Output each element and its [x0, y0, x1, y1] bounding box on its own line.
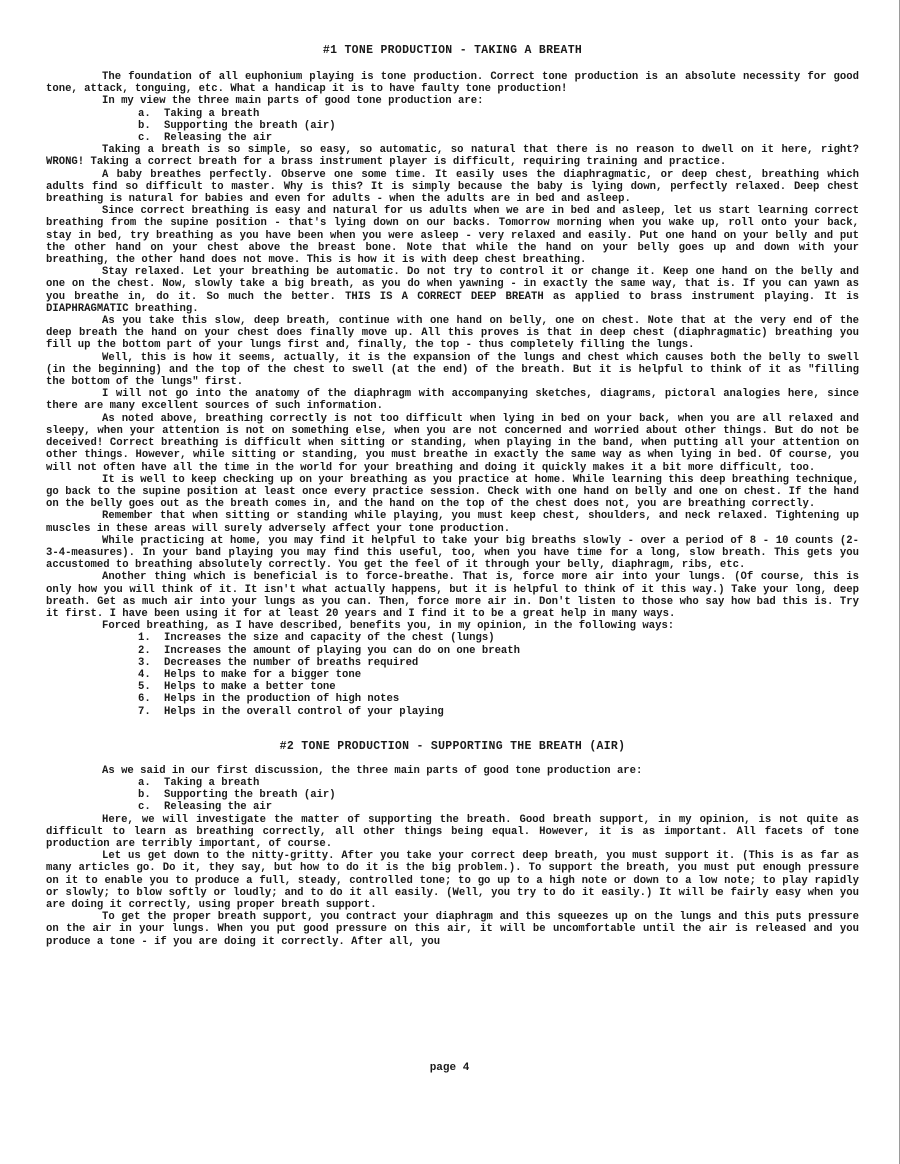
benefits-list: [46, 632, 859, 717]
paragraph: While practicing at home, you may find it helpful to take your big breaths slowly - over a period of 8 - 10 counts (2-3-4-measures). In your band playing you may find this useful, too, when you have time for a long, slow breath. This gets you accustomed to breathing absolutely correctly. You get the feel of it through your belly, diaphragm, ribs, etc.: [46, 534, 859, 572]
list-item: 1. Increases the size and capacity of the chest (lungs): [138, 632, 495, 645]
list-item: b. Supporting the breath (air): [138, 119, 336, 132]
paragraph: To get the proper breath support, you contract your diaphragm and this squeezes up on the lungs and this puts pressure on the air in your lungs. When you put good pressure on this air, it will be uncomfortable until the air is released and you produce a tone - if you are doing it correctly. After all, you: [46, 911, 859, 948]
paragraph: As we said in our first discussion, the three main parts of good tone production are:: [102, 764, 643, 777]
list-item: 3. Decreases the number of breaths required: [138, 656, 419, 669]
list-item: c. Releasing the air: [138, 132, 273, 145]
paragraph: I will not go into the anatomy of the diaphragm with accompanying sketches, diagrams, pictoral analogies here, since there are many excellent sources of such information.: [46, 388, 859, 413]
paragraph: Taking a breath is so simple, so easy, so automatic, so natural that there is no reason to dwell on it here, right? WRONG! Taking a correct breath for a brass instrument player is difficult, requiring training and practice.: [46, 144, 859, 169]
paragraph: As noted above, breathing correctly is not too difficult when lying in bed on your back, when you are all relaxed and sleepy, when your attention is not on something else, when you are not concerned and worried about other things. But do not be deceived! Correct breathing is difficult when sitting or standing, when playing in the band, when putting all your attention on other things. However, while sitting or standing, you must breathe in exactly the same way as when lying in bed. Of course, you will not often have all the time in the world for your breathing and doing it quickly makes it a bit more difficult, too.: [46, 412, 859, 474]
paragraph: Stay relaxed. Let your breathing be automatic. Do not try to control it or change it. Keep one hand on the belly and one on the chest. Now, slowly take a big breath, as you do when yawning - in exactly the same way, that is. If you can yawn as you breathe in, do it. So much the better. THIS IS A CORRECT DEEP BREATH as applied to brass instrument playing. It is DIAPHRAGMATIC breathing.: [46, 266, 859, 315]
tone-parts-list: [46, 777, 859, 814]
list-item: c. Releasing the air: [138, 801, 273, 814]
list-item: 7. Helps in the overall control of your playing: [138, 705, 444, 718]
list-item: a. Taking a breath: [138, 107, 260, 120]
tone-parts-list: [46, 108, 859, 145]
section-2-title: #2 TONE PRODUCTION - SUPPORTING THE BREATH (AIR): [279, 739, 626, 753]
list-item: 2. Increases the amount of playing you can do on one breath: [138, 644, 521, 657]
paragraph: Well, this is how it seems, actually, it is the expansion of the lungs and chest which causes both the belly to swell (in the beginning) and the top of the chest to swell (at the end) of the breath. But it is helpful to think of it as "filling the bottom of the lungs" first.: [46, 351, 859, 389]
paragraph: In my view the three main parts of good tone production are:: [102, 95, 484, 108]
section-1-title: #1 TONE PRODUCTION - TAKING A BREATH: [322, 44, 583, 57]
paragraph: Forced breathing, as I have described, benefits you, in my opinion, in the following ways:: [102, 620, 675, 633]
paragraph: It is well to keep checking up on your breathing as you practice at home. While learning this deep breathing technique, go back to the supine position at least once every practice session. Check with one hand on belly and one on chest. If the hand on the belly goes out as the breath comes in, and the hand on the top of the chest does not, you are breathing correctly.: [46, 473, 859, 511]
paragraph: A baby breathes perfectly. Observe one some time. It easily uses the diaphragmatic, or deep chest, breathing which adults find so difficult to master. Why is this? It is simply because the baby is lying down, perfectly relaxed. Deep chest breathing is natural for babies and even for adults - when the adults are in bed and asleep.: [46, 168, 859, 206]
paragraph: The foundation of all euphonium playing is tone production. Correct tone production is an absolute necessity for good tone, attack, tonguing, etc. What a handicap it is to have faulty tone production!: [46, 71, 859, 96]
paragraph: Let us get down to the nitty-gritty. After you take your correct deep breath, you must support it. (This is as far as many articles go. Do it, they say, but how to do it is the big problem.). To support the breath, you must put enough pressure on it to enable you to produce a full, steady, controlled tone; to go up to a high note or down to a low note; to play rapidly or slowly; to blow softly or loudly; and to do it all easily. (Well, you try to do it easily.) It will be fairly easy when you are doing it correctly, using proper breath support.: [46, 850, 859, 911]
paragraph: As you take this slow, deep breath, continue with one hand on belly, one on chest. Note that at the very end of the deep breath the hand on your chest does finally move up. All this proves is that in deep chest (diaphragmatic) breathing you fill up the bottom part of your lungs first and, finally, the top - thus completely filling the lungs.: [46, 315, 859, 352]
paragraph: Another thing which is beneficial is to force-breathe. That is, force more air into your lungs. (Of course, this is only how you will think of it. It isn't what actually happens, but it is helpful to think of it this way.) Take your long, deep breath. Get as much air into your lungs as you can. Then, force more air in. Don't listen to those who say how bad this is. Try it first. I have been using it for at least 20 years and I find it to be a great help in many ways.: [46, 571, 859, 620]
page-number: page 4: [429, 1062, 470, 1074]
paragraph: Since correct breathing is easy and natural for us adults when we are in bed and asleep, let us start learning correct breathing from the supine position - that's lying down on our backs. Tomorrow morning when you wake up, roll onto your back, stay in bed, try breathing as you have been when you were asleep - very relaxed and easily. Put one hand on your belly and put the other hand on your chest above the breast bone. Note that while the hand on your belly goes up and down with your breathing, the other hand does not move. This is how it is with deep chest breathing.: [46, 205, 859, 267]
list-item: a. Taking a breath: [138, 776, 260, 789]
list-item: b. Supporting the breath (air): [138, 789, 336, 802]
list-item: 6. Helps in the production of high notes: [138, 693, 400, 706]
paragraph: Here, we will investigate the matter of supporting the breath. Good breath support, in my opinion, is not quite as difficult to learn as breathing correctly, all other things being equal. However, it is as important. All facets of tone production are terribly important, of course.: [46, 813, 859, 850]
paragraph: Remember that when sitting or standing while playing, you must keep chest, shoulders, and neck relaxed. Tightening up muscles in these areas will surely adversely affect your tone production.: [46, 510, 859, 535]
list-item: 5. Helps to make a better tone: [138, 681, 336, 694]
list-item: 4. Helps to make for a bigger tone: [138, 668, 362, 681]
